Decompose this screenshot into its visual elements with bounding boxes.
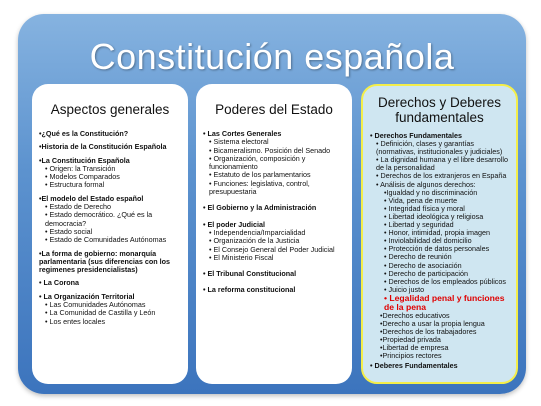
column-heading: Poderes del Estado: [215, 101, 333, 117]
list-item: • Las Cortes Generales • Sistema electoral • Bicameralismo. Posición del Senado • Organización, composición y funcionamiento • Estatuto de los parlamentarios • Funciones: legislativa, control, presupuestaria: [203, 130, 348, 196]
list-item: •La forma de gobierno: monarquía parlamentaria (sus diferencias con los regimenes presidencialistas): [39, 248, 171, 275]
column-heading: Aspectos generales: [50, 101, 170, 117]
list-item: •¿Qué es la Constitución?: [39, 129, 129, 138]
list-subitem: • El Ministerio Fiscal: [209, 252, 274, 262]
list-subitem: • Estado de Comunidades Autónomas: [45, 235, 167, 245]
list-subitem: • Organización, composición y funcionamiento: [209, 153, 306, 172]
slide-frame: [18, 14, 526, 394]
right-item: • Honor, intimidad, propia imagen: [384, 228, 490, 238]
list-item: • El poder Judicial • Independencia/Imparcialidad • Organización de la Justicia • El Consejo General del Poder Judicial • El Ministerio Fiscal: [203, 221, 348, 262]
list-subitem: • El Consejo General del Poder Judicial: [209, 244, 335, 254]
list-item: • Deberes Fundamentales: [370, 361, 458, 371]
right-item: • Vida, pena de muerte: [384, 195, 458, 205]
column-aspectos-generales: [32, 84, 188, 384]
list-subitem: • Modelos Comparados: [45, 172, 120, 182]
list-subitem: • Organización de la Justicia: [209, 236, 300, 246]
list-subitem: • Estado democrático. ¿Qué es la democracia?: [45, 210, 153, 228]
right-item: • Derecho de asociación: [384, 260, 462, 270]
right-item: •Derechos de los trabajadores: [380, 327, 477, 337]
right-item: • Libertad y seguridad: [384, 220, 454, 230]
column-body: [196, 130, 352, 295]
list-item: •La Constitución Española • Origen: la Transición • Modelos Comparados • Estructura formal: [39, 157, 184, 190]
list-subitem: • Sistema electoral: [209, 137, 269, 147]
list-item: • La Organización Territorial • Las Comunidades Autónomas • La Comunidad de Castilla y León • Los entes locales: [39, 293, 184, 326]
list-subitem: • Estructura formal: [45, 180, 105, 190]
list-item: • Derechos Fundamentales: [370, 131, 462, 140]
right-item: • Juicio justo: [384, 284, 425, 294]
column-poderes-del-estado: [196, 84, 352, 384]
list-item: •Historia de la Constitución Española: [39, 142, 167, 152]
right-item: • Integridad física y moral: [384, 203, 465, 213]
right-item: •Derechos educativos: [380, 310, 450, 320]
right-item: • Protección de datos personales: [384, 244, 490, 254]
right-item: • Inviolabilidad del domicilio: [384, 236, 472, 246]
list-subitem: • Bicameralismo. Posición del Senado: [209, 145, 331, 155]
list-subitem: • Estado de Derecho: [45, 202, 112, 212]
column-body: [32, 130, 188, 326]
right-item: •Propiedad privada: [380, 335, 441, 345]
right-item: •Principios rectores: [380, 351, 442, 361]
column-heading: Derechos y Deberes fundamentales: [377, 95, 502, 125]
list-item: • El Gobierno y la Administración: [203, 203, 317, 213]
highlighted-right: • Legalidad penal y funciones de la pena: [384, 292, 505, 312]
column-body: [363, 132, 516, 371]
list-subitem: • Los entes locales: [45, 316, 106, 326]
right-item: • Derechos de los empleados públicos: [384, 276, 506, 286]
list-subitem: • La dignidad humana y el libre desarrollo de la personalidad: [376, 155, 508, 173]
list-subitem: • Estatuto de los parlamentarios: [209, 170, 311, 180]
list-subitem: • Independencia/Imparcialidad: [209, 227, 306, 237]
list-item: •El modelo del Estado español • Estado de Derecho • Estado democrático. ¿Qué es la democracia? • Estado social • Estado de Comunidades Autónomas: [39, 195, 184, 245]
list-subitem: • Análisis de algunos derechos:: [376, 179, 476, 189]
list-item: • La reforma constitucional: [203, 285, 296, 295]
list-subitem: • Las Comunidades Autónomas: [45, 300, 146, 310]
page-title: Constitución española: [89, 36, 455, 77]
list-subitem: • La Comunidad de Castilla y León: [45, 308, 156, 318]
list-subitem: • Derechos de los extranjeros en España: [376, 171, 507, 181]
right-item: •Igualdad y no discriminación: [384, 187, 478, 197]
list-subitem: • Origen: la Transición: [45, 163, 116, 173]
right-item: • Derecho de participación: [384, 268, 469, 278]
right-item: • Libertad ideológica y religiosa: [384, 211, 484, 221]
right-item: •Derecho a usar la propia lengua: [380, 318, 485, 328]
list-subitem: • Estado social: [45, 226, 93, 236]
right-item: •Libertad de empresa: [380, 343, 449, 353]
right-item: • Derecho de reunión: [384, 252, 452, 262]
list-subitem: • Funciones: legislativa, control, presupuestaria: [209, 178, 310, 197]
list-subitem: • Definición, clases y garantías (normativas, institucionales y judiciales): [376, 139, 503, 157]
column-derechos-deberes: [361, 84, 518, 384]
list-item: • La Corona: [39, 278, 80, 288]
list-item: • El Tribunal Constitucional: [203, 269, 297, 279]
